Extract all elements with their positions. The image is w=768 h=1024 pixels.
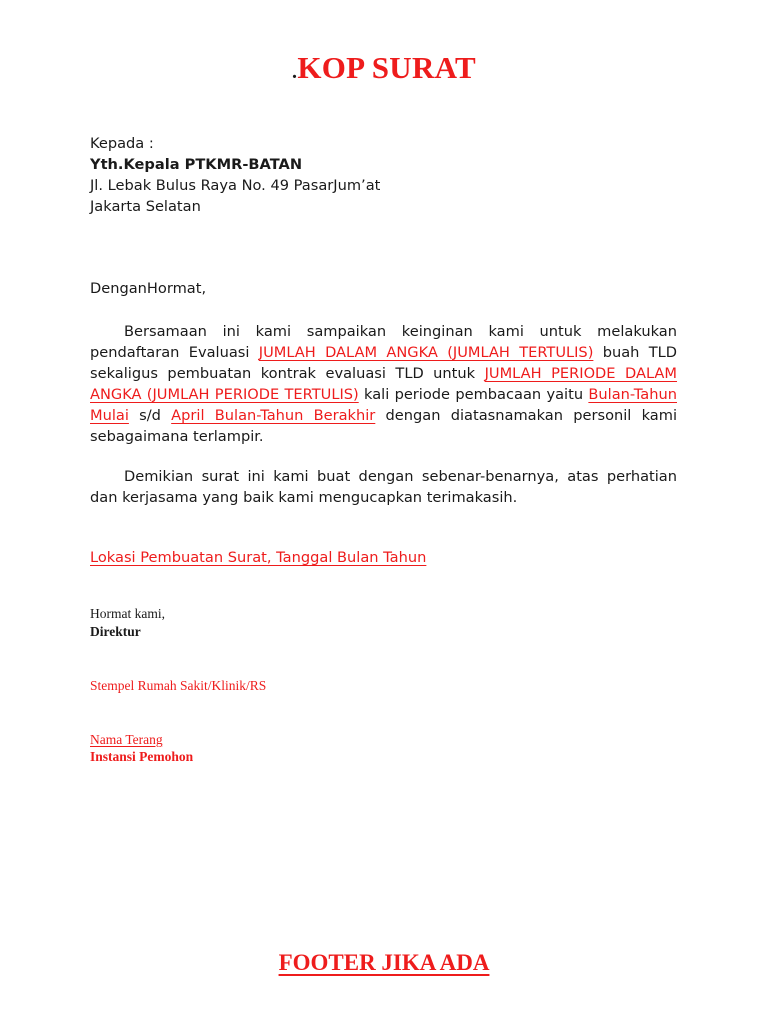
para1-text-5: dengan diatasnamakan personil kami sebagaimana terlampir. [90, 407, 678, 445]
closing-text: Hormat kami, [90, 606, 165, 621]
signer-name-field: Nama Terang [90, 732, 163, 747]
greeting: DenganHormat, [90, 280, 207, 297]
signer-position: Direktur [90, 624, 141, 639]
body-paragraph-1 [90, 321, 677, 447]
institution-field: Instansi Pemohon [90, 749, 194, 764]
para1-text-2: buah TLD sekaligus pembuatan kontrak evaluasi TLD untuk [90, 344, 677, 382]
place-date-field: Lokasi Pembuatan Surat, Tanggal Bulan Tahun [90, 549, 427, 566]
para1-text-1: Bersamaan ini kami sampaikan keinginan kami untuk melakukan pendaftaran Evaluasi [90, 323, 677, 361]
para1-text-3: kali periode pembacaan yaitu [358, 386, 589, 403]
field-tld-quantity: JUMLAH DALAM ANGKA (JUMLAH TERTULIS) [258, 344, 594, 361]
stamp-placeholder: Stempel Rumah Sakit/Klinik/RS [90, 678, 267, 693]
field-period-count: JUMLAH PERIODE DALAM ANGKA (JUMLAH PERIODE TERTULIS) [90, 365, 678, 403]
para1-text-4: s/d [128, 407, 172, 424]
recipient-to-label: Kepada : [90, 135, 154, 152]
recipient-city: Jakarta Selatan [90, 198, 201, 215]
recipient-block [90, 133, 690, 217]
recipient-name: Yth.Kepala PTKMR-BATAN [90, 156, 303, 173]
footer-placeholder: FOOTER JIKA ADA [278, 950, 490, 975]
letterhead-text: KOP SURAT [297, 50, 476, 85]
letterhead-title [0, 50, 768, 86]
field-start-month: Bulan-Tahun Mulai [90, 386, 677, 424]
recipient-street: Jl. Lebak Bulus Raya No. 49 PasarJum’at [90, 177, 381, 194]
body-paragraph-2: Demikian surat ini kami buat dengan sebenar-benarnya, atas perhatian dan kerjasama yang baik kami mengucapkan terimakasih. [90, 468, 677, 506]
field-end-month: April Bulan-Tahun Berakhir [171, 407, 376, 424]
letterhead-dot: . [292, 61, 298, 83]
